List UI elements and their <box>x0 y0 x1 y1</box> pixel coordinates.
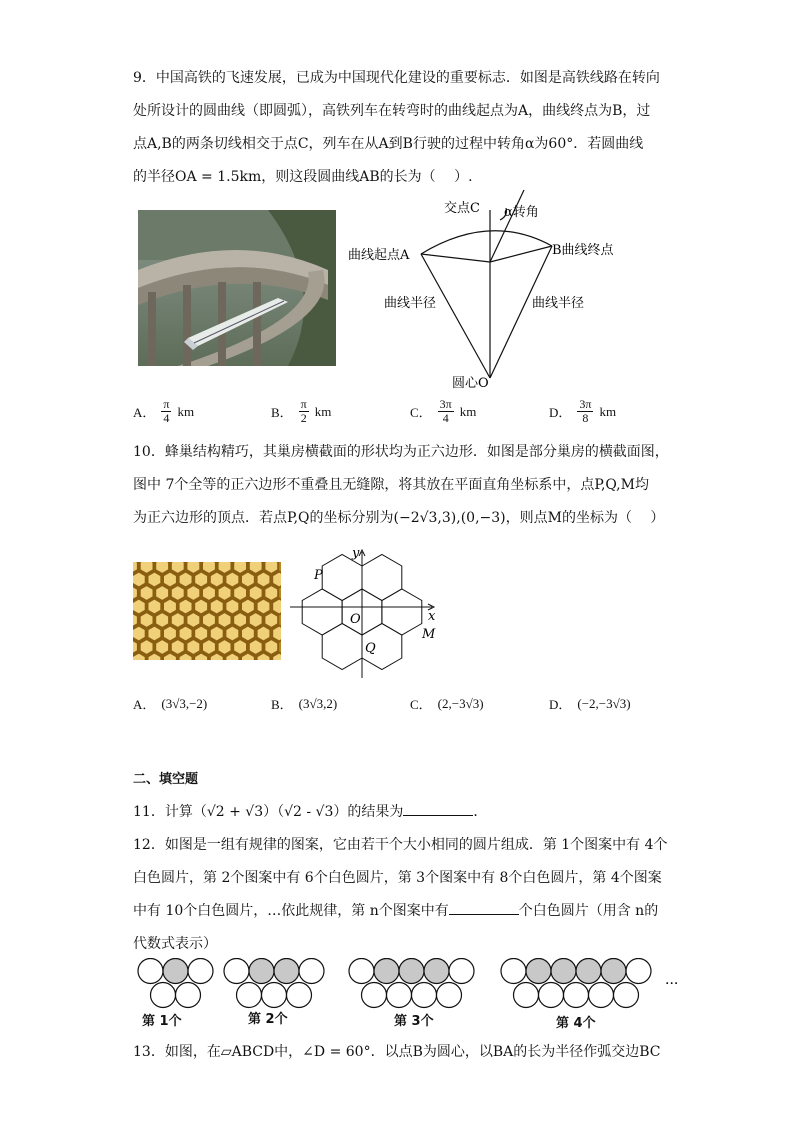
gray-circle <box>274 959 299 984</box>
label-left-radius: 曲线半径 <box>384 296 437 311</box>
hexagon-cell <box>362 555 402 601</box>
honeycomb-cell <box>225 599 239 615</box>
label-c: 交点C <box>444 201 480 216</box>
q9-option-c[interactable]: C． $\frac{3\pi}{4}$ km <box>410 397 477 425</box>
honeycomb-cell <box>155 612 169 628</box>
pattern-caption-3: 第 3个 <box>394 1014 434 1029</box>
white-circle <box>237 983 262 1008</box>
honeycomb-cell <box>163 599 177 615</box>
honeycomb-cell <box>171 639 185 655</box>
honeycomb-cell <box>233 639 247 655</box>
honeycomb-cell <box>218 639 232 655</box>
q11-prefix: 11．计算（√2 + √3）（√2 - √3）的结果为 <box>133 804 404 820</box>
label-alpha: α转角 <box>504 205 539 220</box>
honeycomb-cell <box>257 572 271 588</box>
honeycomb-cell <box>194 626 208 642</box>
white-circle <box>437 983 462 1008</box>
pattern-caption-4: 第 4个 <box>556 1016 596 1031</box>
honeycomb-cell <box>179 626 193 642</box>
q12-line-3-suffix: 个白色圆片（用含 n的 <box>518 903 659 919</box>
question-10 <box>133 436 673 535</box>
point-m-label: M <box>422 627 436 642</box>
pattern-caption-2: 第 2个 <box>248 1012 288 1027</box>
white-circle <box>262 983 287 1008</box>
circle-patterns <box>133 958 683 1014</box>
honeycomb-cell <box>225 572 239 588</box>
white-circle <box>188 959 213 984</box>
honeycomb-cell <box>194 572 208 588</box>
hexagon-diagram <box>288 546 448 680</box>
q12-line-2: 白色圆片，第 2个图案中有 6个白色圆片，第 3个图案中有 8个白色圆片，第 4个图案 <box>133 870 662 886</box>
white-circle <box>362 983 387 1008</box>
honeycomb-cell <box>249 639 263 655</box>
question-12 <box>133 829 673 961</box>
white-circle <box>614 983 639 1008</box>
gray-circle <box>249 959 274 984</box>
honeycomb-cell <box>257 626 271 642</box>
q9-line-4: 的半径OA = 1.5km，则这段圆曲线AB的长为（ ）. <box>133 169 473 185</box>
white-circle <box>138 959 163 984</box>
q10-option-b[interactable]: B． (3√3,2) <box>271 695 338 712</box>
honeycomb-cell <box>155 585 169 601</box>
white-circle <box>151 983 176 1008</box>
axis-x-label: x <box>428 609 436 624</box>
point-q-label: Q <box>365 641 376 656</box>
honeycomb-cell <box>148 626 162 642</box>
label-o: 圆心O <box>452 376 489 391</box>
white-circle <box>412 983 437 1008</box>
gray-circle <box>424 959 449 984</box>
label-right-radius: 曲线半径 <box>532 296 585 311</box>
honeycomb-cell <box>179 572 193 588</box>
honeycomb-cell <box>233 612 247 628</box>
question-13 <box>133 1036 673 1069</box>
gray-circle <box>551 959 576 984</box>
q10-option-d[interactable]: D． (−2,−3√3) <box>549 695 631 712</box>
honeycomb-cell <box>241 626 255 642</box>
honeycomb-cell <box>218 612 232 628</box>
honeycomb-cell <box>133 572 146 588</box>
honeycomb-cell <box>171 612 185 628</box>
white-circle <box>514 983 539 1008</box>
honeycomb-cell <box>233 585 247 601</box>
q12-line-1: 12．如图是一组有规律的图案，它由若干个大小相同的圆片组成．第 1个图案中有 4个 <box>133 837 668 853</box>
honeycomb-cell <box>257 599 271 615</box>
q10-line-1: 10．蜂巢结构精巧，其巢房横截面的形状均为正六边形．如图是部分巢房的横截面图， <box>133 444 669 460</box>
q12-line-4: 代数式表示） <box>133 936 217 952</box>
q12-answer-blank[interactable] <box>449 900 519 915</box>
arc-diagram <box>340 188 630 393</box>
white-circle <box>387 983 412 1008</box>
honeycomb-cell <box>264 612 278 628</box>
hexagon-cell <box>322 555 362 601</box>
honeycomb-cell <box>272 572 281 588</box>
white-circle <box>224 959 249 984</box>
honeycomb-cell <box>225 626 239 642</box>
railway-photo <box>138 210 336 366</box>
honeycomb-cell <box>133 599 146 615</box>
gray-circle <box>399 959 424 984</box>
white-circle <box>449 959 474 984</box>
hexagon-cell <box>302 589 342 635</box>
q9-line-3: 点A,B的两条切线相交于点C，列车在从A到B行驶的过程中转角α为60°．若圆曲线 <box>133 136 644 152</box>
gray-circle <box>576 959 601 984</box>
honeycomb-cell <box>264 639 278 655</box>
white-circle <box>589 983 614 1008</box>
point-p-label: P <box>314 568 323 583</box>
q10-option-a[interactable]: A． (3√3,−2) <box>133 695 208 712</box>
hexagon-cell <box>322 624 362 670</box>
honeycomb-cell <box>179 599 193 615</box>
honeycomb-cell <box>140 639 154 655</box>
honeycomb-cell <box>210 626 224 642</box>
honeycomb-cell <box>249 612 263 628</box>
white-circle <box>564 983 589 1008</box>
honeycomb-cell <box>202 585 216 601</box>
white-circle <box>626 959 651 984</box>
honeycomb-cell <box>264 585 278 601</box>
honeycomb-cell <box>171 585 185 601</box>
honeycomb-cell <box>249 585 263 601</box>
pattern-caption-1: 第 1个 <box>142 1014 182 1029</box>
q9-option-d[interactable]: D． $\frac{3\pi}{8}$ km <box>549 397 617 425</box>
label-b: B曲线终点 <box>552 243 614 258</box>
honeycomb-cell <box>140 585 154 601</box>
honeycomb-photo <box>133 562 281 660</box>
white-circle <box>176 983 201 1008</box>
white-circle <box>349 959 374 984</box>
white-circle <box>501 959 526 984</box>
honeycomb-cell <box>133 626 146 642</box>
honeycomb-cell <box>202 639 216 655</box>
q10-line-2: 图中 7个全等的正六边形不重叠且无缝隙，将其放在平面直角坐标系中，点P,Q,M均 <box>133 477 649 493</box>
q9-line-1: 9．中国高铁的飞速发展，已成为中国现代化建设的重要标志．如图是高铁线路在转向 <box>133 70 660 86</box>
gray-circle <box>526 959 551 984</box>
honeycomb-cell <box>272 626 281 642</box>
q11-answer-blank[interactable] <box>403 801 473 816</box>
white-circle <box>539 983 564 1008</box>
honeycomb-cell <box>140 612 154 628</box>
honeycomb-cell <box>163 572 177 588</box>
label-a: 曲线起点A <box>348 248 410 263</box>
honeycomb-cell <box>241 572 255 588</box>
q9-line-2: 处所设计的圆曲线（即圆弧），高铁列车在转弯时的曲线起点为A，曲线终点为B，过 <box>133 103 651 119</box>
question-11 <box>133 796 673 829</box>
honeycomb-cell <box>186 612 200 628</box>
hexagon-cell <box>382 589 422 635</box>
axis-y-label: y <box>352 546 360 561</box>
gray-circle <box>601 959 626 984</box>
q10-option-c[interactable]: C． (2,−3√3) <box>410 695 484 712</box>
q9-option-a[interactable]: A． $\frac{\pi}{4}$ km <box>133 397 195 425</box>
honeycomb-cell <box>202 612 216 628</box>
q9-option-b[interactable]: B． $\frac{\pi}{2}$ km <box>271 397 332 425</box>
honeycomb-cell <box>218 585 232 601</box>
honeycomb-cell <box>155 639 169 655</box>
honeycomb-cell <box>186 585 200 601</box>
honeycomb-cell <box>186 639 200 655</box>
white-circle <box>299 959 324 984</box>
honeycomb-cell <box>163 626 177 642</box>
q10-line-3: 为正六边形的顶点．若点P,Q的坐标分别为(−2√3,3),(0,−3)，则点M的坐标为（ ） <box>133 510 665 526</box>
section-title: 二、填空题 <box>133 772 199 787</box>
pattern-ellipsis: ··· <box>665 976 679 992</box>
white-circle <box>287 983 312 1008</box>
honeycomb-cell <box>194 599 208 615</box>
honeycomb-cell <box>210 599 224 615</box>
q12-line-3-prefix: 中有 10个白色圆片，…依此规律，第 n个图案中有 <box>133 903 449 919</box>
honeycomb-cell <box>210 572 224 588</box>
q11-suffix: ． <box>473 804 488 820</box>
gray-circle <box>163 959 188 984</box>
honeycomb-cell <box>272 599 281 615</box>
gray-circle <box>374 959 399 984</box>
q13-line-1: 13．如图，在▱ABCD中，∠D = 60°．以点B为圆心，以BA的长为半径作弧交边BC <box>133 1044 661 1060</box>
honeycomb-cell <box>148 572 162 588</box>
honeycomb-cell <box>148 599 162 615</box>
honeycomb-cell <box>241 599 255 615</box>
question-9 <box>133 62 673 194</box>
origin-label: O <box>350 612 361 627</box>
